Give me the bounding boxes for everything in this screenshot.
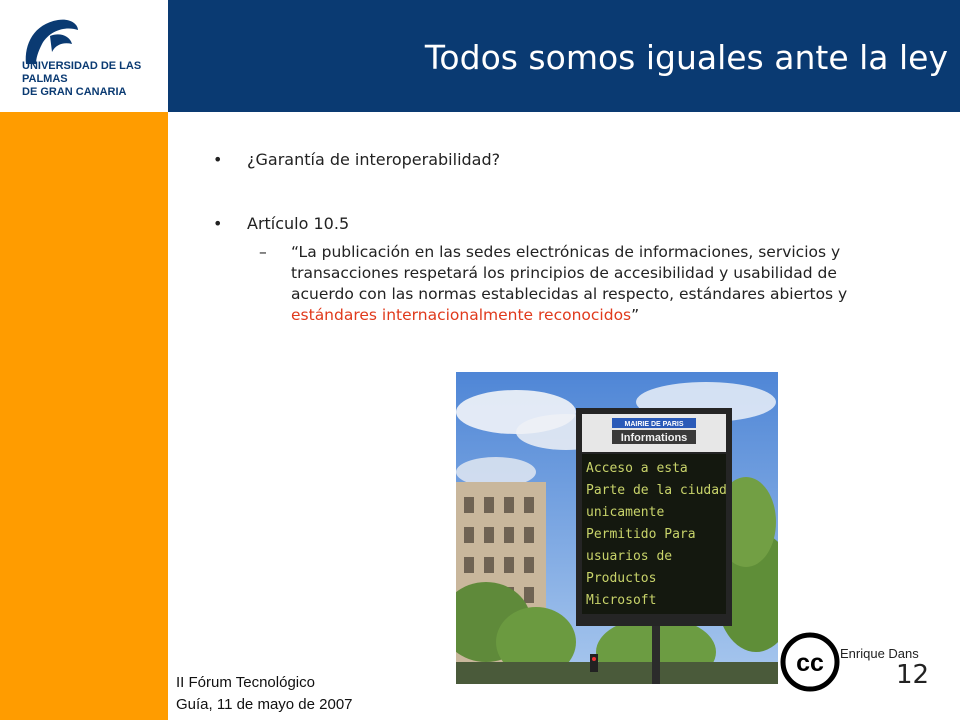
orange-side-strip: [0, 112, 168, 720]
quote-text: “La publicación en las sedes electrónicas de informaciones, servicios y transacciones respetará los principios de accesibilidad y usabilidad de acuerdo con las normas establecidas al respecto, estándares abiertos y: [291, 243, 848, 303]
sign-line-5: usuarios de: [586, 549, 673, 564]
sign-line-2: Parte de la ciudad: [586, 483, 727, 498]
bullet-text: Artículo 10.5: [247, 214, 350, 233]
bullet-text: ¿Garantía de interoperabilidad?: [247, 150, 501, 169]
bullet-dot: •: [213, 214, 223, 233]
footer-date: Guía, 11 de mayo de 2007: [176, 696, 353, 713]
logo-line-2: DE GRAN CANARIA: [22, 86, 127, 98]
sign-subheader-text: Informations: [620, 432, 688, 444]
page-number: 12: [896, 660, 930, 690]
sign-line-3: unicamente: [586, 505, 665, 520]
university-logo-area: [0, 0, 168, 112]
header-bar: [168, 0, 960, 112]
bullet-item-interoperability: [205, 150, 500, 169]
university-logo-text: [22, 60, 168, 99]
bullet-item-article: [205, 214, 349, 233]
logo-line-1: UNIVERSIDAD DE LAS PALMAS: [22, 60, 142, 85]
footer-event: II Fórum Tecnológico: [176, 674, 315, 691]
sign-line-4: Permitido Para: [586, 527, 696, 542]
sign-line-1: Acceso a esta: [586, 461, 688, 476]
author-name: Enrique Dans: [840, 646, 919, 661]
cc-label: cc: [796, 649, 824, 677]
sign-line-6: Productos: [586, 571, 657, 586]
quote-close: ”: [631, 306, 640, 324]
slide-title: Todos somos iguales ante la ley: [424, 38, 948, 77]
paris-sign-photo: [456, 372, 778, 684]
bullet-dot: •: [213, 150, 223, 169]
sign-header-text: MAIRIE DE PARIS: [624, 421, 684, 428]
quote-highlight: estándares internacionalmente reconocidos: [291, 306, 632, 324]
creative-commons-icon: [780, 632, 840, 692]
paris-sign-illustration: [456, 372, 778, 684]
sub-bullet-dash: –: [259, 243, 267, 261]
article-quote: [259, 242, 891, 326]
sign-line-7: Microsoft: [586, 593, 657, 608]
